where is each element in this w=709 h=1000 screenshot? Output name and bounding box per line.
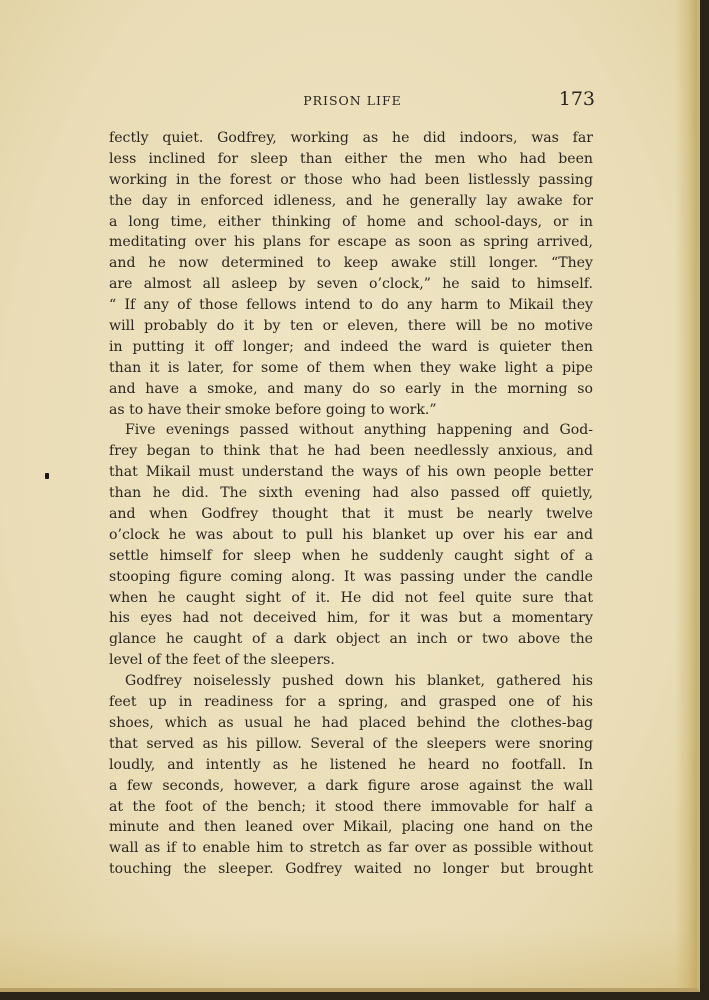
text-line: level of the feet of the sleepers. — [109, 652, 335, 669]
text-line: and when Godfrey thought that it must be nearly twelve — [109, 506, 593, 523]
text-line: glance he caught of a dark object an inch or two above the — [109, 631, 593, 648]
text-line: feet up in readiness for a spring, and grasped one of his — [109, 694, 593, 711]
body-text — [109, 128, 593, 880]
text-line: settle himself for sleep when he suddenly caught sight of a — [109, 547, 593, 564]
text-line: minute and then leaned over Mikail, placing one hand on the — [109, 819, 593, 836]
running-head — [110, 90, 595, 114]
text-line: when he caught sight of it. He did not feel quite sure that — [109, 589, 593, 606]
text-line: at the foot of the bench; it stood there immovable for half a — [109, 798, 593, 815]
text-line: will probably do it by ten or eleven, there will be no motive — [109, 318, 593, 335]
page-bottom-shadow — [0, 928, 697, 988]
page-edge-shadow — [675, 0, 697, 988]
text-line: working in the forest or those who had been listlessly passing — [109, 171, 593, 188]
text-line: o’clock he was about to pull his blanket up over his ear and — [109, 526, 593, 543]
text-line: a long time, either thinking of home and school-days, or in — [109, 213, 593, 230]
text-line: frey began to think that he had been needlessly anxious, and — [109, 443, 593, 460]
text-line: Godfrey noiselessly pushed down his blanket, gathered his — [125, 673, 593, 690]
text-line: his eyes had not deceived him, for it was but a momentary — [109, 610, 593, 627]
text-line: that Mikail must understand the ways of his own people better — [109, 464, 593, 481]
text-line: are almost all asleep by seven o’clock,” he said to himself. — [109, 276, 593, 293]
text-line: that served as his pillow. Several of the sleepers were snoring — [109, 735, 593, 752]
text-line: than he did. The sixth evening had also passed off quietly, — [109, 485, 593, 502]
text-line: stooping figure coming along. It was passing under the candle — [109, 568, 593, 585]
running-head-title: PRISON LIFE — [303, 93, 402, 108]
margin-ink-mark — [45, 473, 49, 479]
page-number: 173 — [558, 88, 595, 110]
text-line: the day in enforced idleness, and he generally lay awake for — [109, 192, 593, 209]
text-line: “ If any of those fellows intend to do any harm to Mikail they — [109, 297, 593, 314]
text-line: meditating over his plans for escape as soon as spring arrived, — [109, 234, 593, 251]
text-line: fectly quiet. Godfrey, working as he did indoors, was far — [109, 130, 593, 146]
text-line: and he now determined to keep awake still longer. “They — [109, 255, 593, 272]
text-line: Five evenings passed without anything happening and God- — [125, 422, 593, 439]
text-line: than it is later, for some of them when they wake light a pipe — [109, 359, 593, 376]
text-line: as to have their smoke before going to work.” — [109, 401, 437, 418]
text-line: a few seconds, however, a dark figure arose against the wall — [109, 777, 593, 794]
text-line: less inclined for sleep than either the men who had been — [109, 150, 593, 167]
text-line: shoes, which as usual he had placed behind the clothes-bag — [109, 714, 593, 731]
text-line: touching the sleeper. Godfrey waited no longer but brought — [109, 861, 593, 878]
text-line: loudly, and intently as he listened he heard no footfall. In — [109, 756, 593, 773]
text-line: and have a smoke, and many do so early in the morning so — [109, 380, 593, 397]
text-line: wall as if to enable him to stretch as far over as possible without — [109, 840, 593, 857]
text-line: in putting it off longer; and indeed the ward is quieter then — [109, 338, 593, 355]
